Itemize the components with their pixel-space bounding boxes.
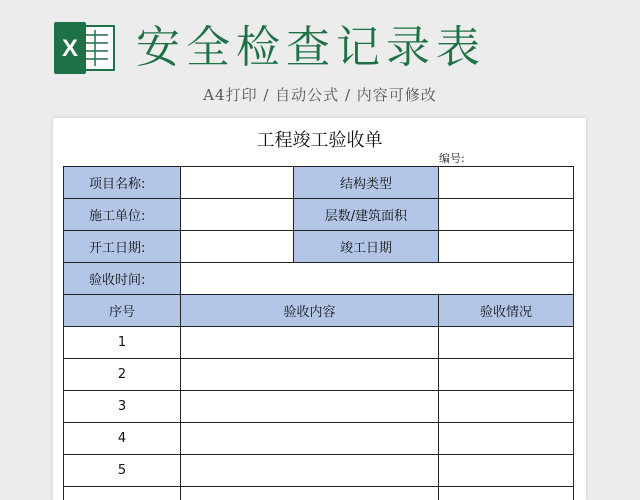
start-date-value[interactable] <box>180 230 294 263</box>
table-row-number <box>63 486 181 500</box>
excel-icon <box>52 20 118 76</box>
column-header-no: 序号 <box>63 294 181 327</box>
page-title: 安全检查记录表 <box>136 22 486 73</box>
table-row-result[interactable] <box>438 422 574 455</box>
contractor-label: 施工单位: <box>63 198 181 231</box>
floors-area-label: 层数/建筑面积 <box>293 198 439 231</box>
table-row-result[interactable] <box>438 326 574 359</box>
start-date-label: 开工日期: <box>63 230 181 263</box>
table-row-number: 2 <box>63 358 181 391</box>
table-row-content[interactable] <box>180 454 439 487</box>
table-row-content[interactable] <box>180 358 439 391</box>
table-row-number: 4 <box>63 422 181 455</box>
table-row-content[interactable] <box>180 486 439 500</box>
project-name-label: 项目名称: <box>63 166 181 199</box>
svg-text:X: X <box>61 35 79 62</box>
form-title: 工程竣工验收单 <box>256 130 383 151</box>
table-row-number: 1 <box>63 326 181 359</box>
table-row-result[interactable] <box>438 486 574 500</box>
completion-date-label: 竣工日期 <box>293 230 439 263</box>
structure-type-value[interactable] <box>438 166 574 199</box>
table-row-result[interactable] <box>438 454 574 487</box>
column-header-result: 验收情况 <box>438 294 574 327</box>
structure-type-label: 结构类型 <box>293 166 439 199</box>
table-row-content[interactable] <box>180 390 439 423</box>
table-row-content[interactable] <box>180 326 439 359</box>
floors-area-value[interactable] <box>438 198 574 231</box>
project-name-value[interactable] <box>180 166 294 199</box>
table-row-result[interactable] <box>438 358 574 391</box>
banner <box>0 0 640 118</box>
table-row-number: 5 <box>63 454 181 487</box>
page-subtitle: A4打印 / 自动公式 / 内容可修改 <box>203 86 437 104</box>
form-sheet <box>53 118 586 500</box>
inspection-time-label: 验收时间: <box>63 262 181 295</box>
table-row-number: 3 <box>63 390 181 423</box>
inspection-time-value[interactable] <box>180 262 574 295</box>
column-header-content: 验收内容 <box>180 294 439 327</box>
table-row-content[interactable] <box>180 422 439 455</box>
form-grid <box>63 166 574 500</box>
table-row-result[interactable] <box>438 390 574 423</box>
serial-number-label: 编号: <box>439 152 465 165</box>
contractor-value[interactable] <box>180 198 294 231</box>
completion-date-value[interactable] <box>438 230 574 263</box>
